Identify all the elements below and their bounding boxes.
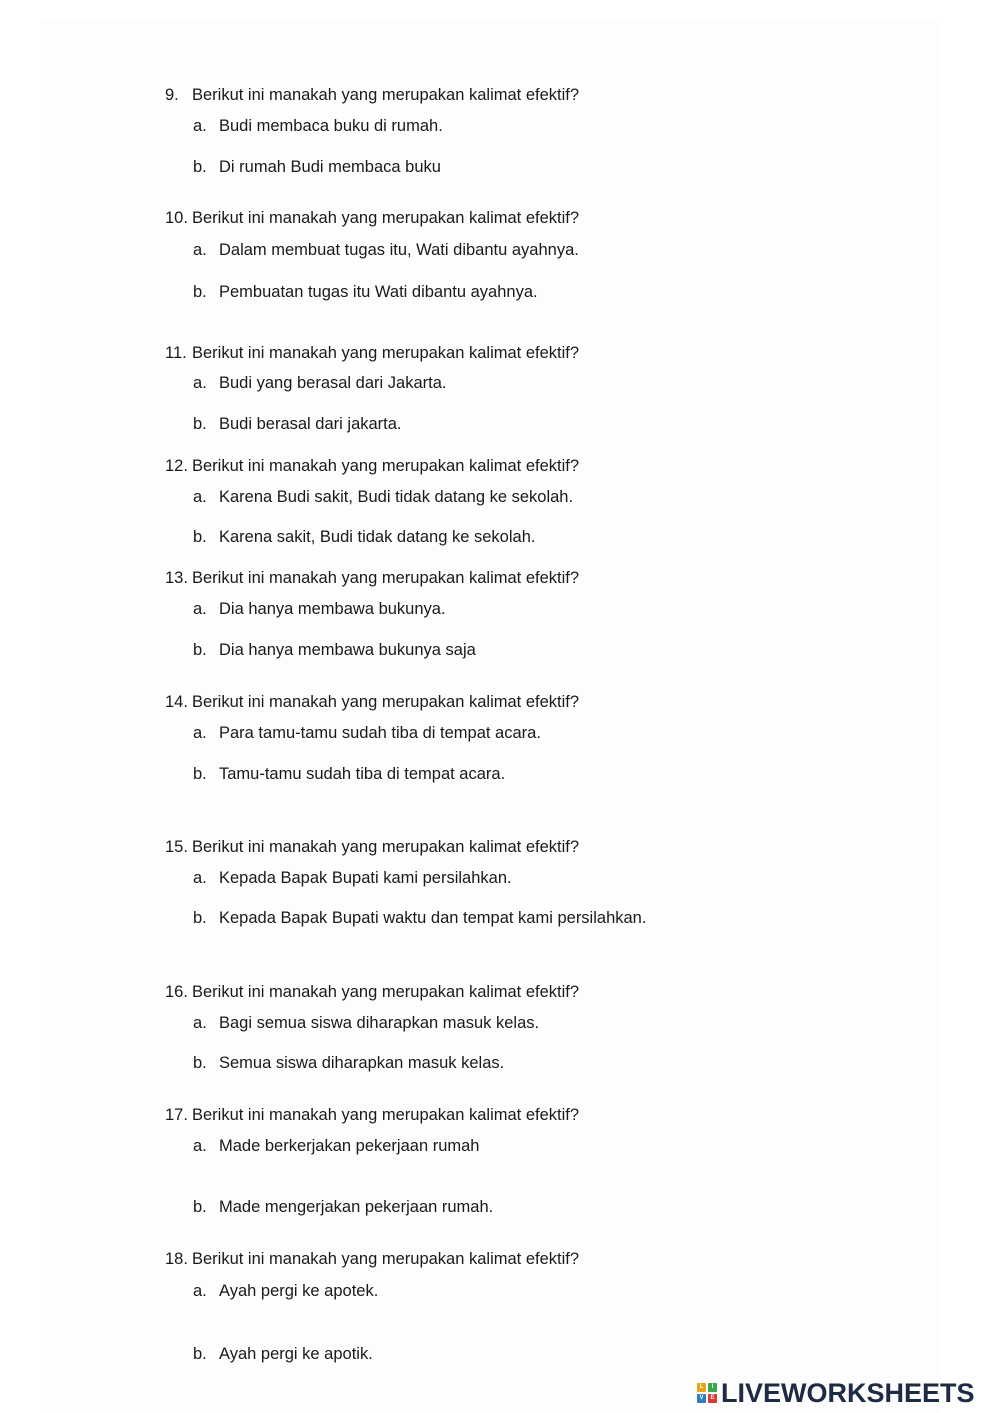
option-letter[interactable]: a. xyxy=(193,241,207,259)
option-text[interactable]: Dalam membuat tugas itu, Wati dibantu ayahnya. xyxy=(219,241,579,259)
option-letter[interactable]: b. xyxy=(193,158,207,176)
option-letter[interactable]: b. xyxy=(193,528,207,546)
option-text[interactable]: Ayah pergi ke apotik. xyxy=(219,1345,373,1363)
liveworksheets-logo[interactable] xyxy=(697,1378,975,1408)
option-text[interactable]: Made berkerjakan pekerjaan rumah xyxy=(219,1137,480,1155)
option-text[interactable]: Pembuatan tugas itu Wati dibantu ayahnya. xyxy=(219,283,538,301)
logo-mark-letter: L xyxy=(697,1383,706,1392)
option-letter[interactable]: a. xyxy=(193,488,207,506)
question-number: 15. xyxy=(165,838,188,856)
option-text[interactable]: Di rumah Budi membaca buku xyxy=(219,158,441,176)
option-letter[interactable]: b. xyxy=(193,1345,207,1363)
option-letter[interactable]: a. xyxy=(193,1137,207,1155)
option-text[interactable]: Budi membaca buku di rumah. xyxy=(219,117,443,135)
option-letter[interactable]: b. xyxy=(193,283,207,301)
option-text[interactable]: Para tamu-tamu sudah tiba di tempat acara. xyxy=(219,724,541,742)
option-text[interactable]: Ayah pergi ke apotek. xyxy=(219,1282,379,1300)
option-text[interactable]: Dia hanya membawa bukunya. xyxy=(219,600,446,618)
question-text: Berikut ini manakah yang merupakan kalimat efektif? xyxy=(192,86,580,104)
question-number: 14. xyxy=(165,693,188,711)
option-text[interactable]: Tamu-tamu sudah tiba di tempat acara. xyxy=(219,765,506,783)
question-number: 12. xyxy=(165,457,188,475)
option-letter[interactable]: a. xyxy=(193,1282,207,1300)
question-text: Berikut ini manakah yang merupakan kalimat efektif? xyxy=(192,569,580,587)
option-text[interactable]: Bagi semua siswa diharapkan masuk kelas. xyxy=(219,1014,540,1032)
question-text: Berikut ini manakah yang merupakan kalimat efektif? xyxy=(192,457,580,475)
option-text[interactable]: Karena sakit, Budi tidak datang ke sekolah. xyxy=(219,528,536,546)
question-number: 11. xyxy=(165,344,187,362)
logo-mark-letter: E xyxy=(708,1394,717,1403)
option-letter[interactable]: a. xyxy=(193,117,207,135)
question-text: Berikut ini manakah yang merupakan kalimat efektif? xyxy=(192,1106,580,1124)
option-letter[interactable]: b. xyxy=(193,1054,207,1072)
option-text[interactable]: Semua siswa diharapkan masuk kelas. xyxy=(219,1054,505,1072)
logo-mark-letter: I xyxy=(708,1383,717,1392)
option-text[interactable]: Karena Budi sakit, Budi tidak datang ke sekolah. xyxy=(219,488,574,506)
question-number: 10. xyxy=(165,209,188,227)
liveworksheets-logo-icon xyxy=(697,1383,717,1403)
question-number: 13. xyxy=(165,569,188,587)
option-letter[interactable]: a. xyxy=(193,724,207,742)
option-text[interactable]: Budi yang berasal dari Jakarta. xyxy=(219,374,447,392)
option-text[interactable]: Kepada Bapak Bupati kami persilahkan. xyxy=(219,869,512,887)
option-letter[interactable]: b. xyxy=(193,1198,207,1216)
question-text: Berikut ini manakah yang merupakan kalimat efektif? xyxy=(192,983,580,1001)
option-letter[interactable]: b. xyxy=(193,765,207,783)
option-letter[interactable]: b. xyxy=(193,909,207,927)
option-letter[interactable]: a. xyxy=(193,1014,207,1032)
question-number: 9. xyxy=(165,86,179,104)
option-letter[interactable]: a. xyxy=(193,869,207,887)
option-text[interactable]: Dia hanya membawa bukunya saja xyxy=(219,641,476,659)
option-letter[interactable]: a. xyxy=(193,600,207,618)
logo-text: LIVEWORKSHEETS xyxy=(721,1377,975,1408)
question-number: 16. xyxy=(165,983,188,1001)
question-text: Berikut ini manakah yang merupakan kalimat efektif? xyxy=(192,209,580,227)
option-letter[interactable]: b. xyxy=(193,415,207,433)
question-text: Berikut ini manakah yang merupakan kalimat efektif? xyxy=(192,838,580,856)
logo-mark-letter: V xyxy=(697,1394,706,1403)
option-text[interactable]: Made mengerjakan pekerjaan rumah. xyxy=(219,1198,494,1216)
question-text: Berikut ini manakah yang merupakan kalimat efektif? xyxy=(192,693,580,711)
option-letter[interactable]: b. xyxy=(193,641,207,659)
option-text[interactable]: Budi berasal dari jakarta. xyxy=(219,415,402,433)
option-letter[interactable]: a. xyxy=(193,374,207,392)
question-number: 18. xyxy=(165,1250,188,1268)
question-text: Berikut ini manakah yang merupakan kalimat efektif? xyxy=(192,344,580,362)
option-text[interactable]: Kepada Bapak Bupati waktu dan tempat kami persilahkan. xyxy=(219,909,647,927)
question-text: Berikut ini manakah yang merupakan kalimat efektif? xyxy=(192,1250,580,1268)
question-number: 17. xyxy=(165,1106,188,1124)
